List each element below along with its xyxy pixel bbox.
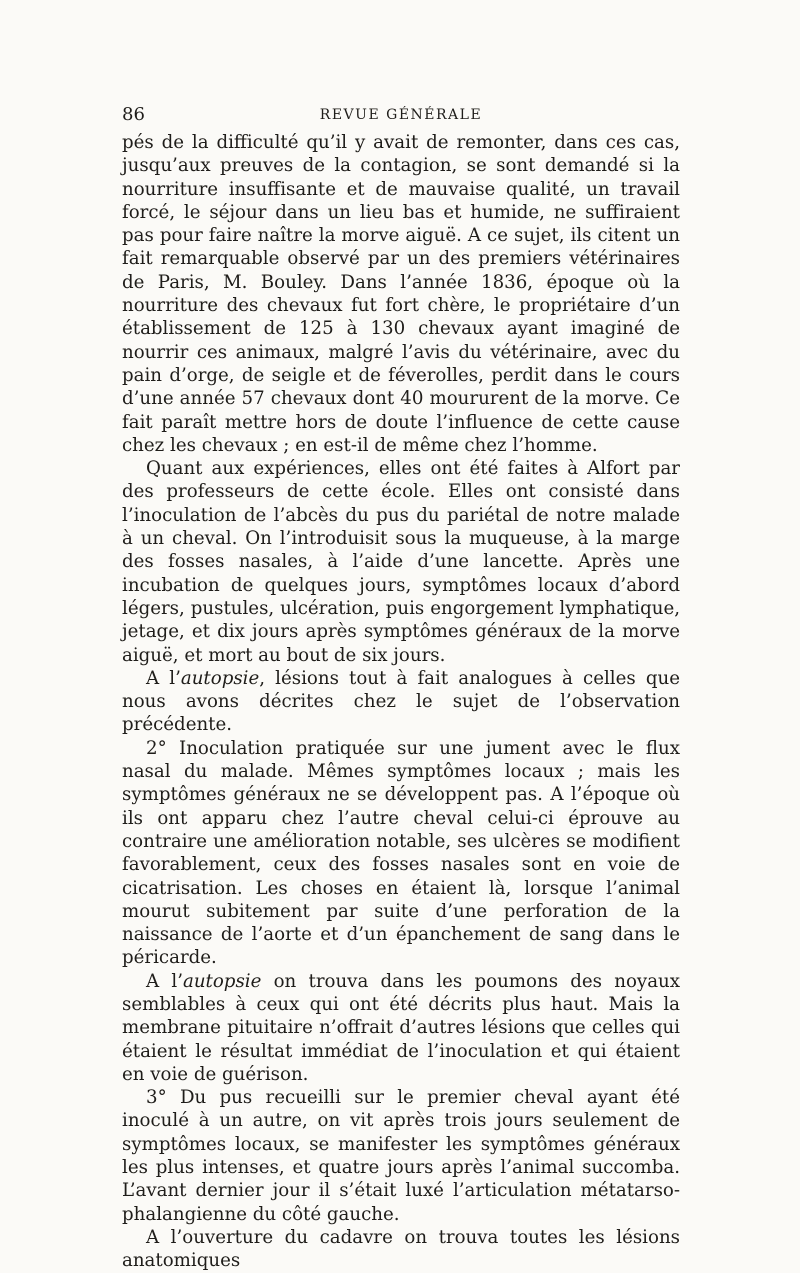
first-autopsy-term: autopsie: [180, 667, 260, 689]
paragraph-cadaver-opening: A l’ouverture du cadavre on trouva toutes les lésions anatomiques: [122, 1226, 680, 1272]
body-text: [122, 131, 680, 1273]
second-autopsy-lead: A l’: [146, 970, 183, 992]
running-title: REVUE GÉNÉRALE: [319, 107, 483, 123]
page-header: [122, 102, 680, 128]
paragraph-experiments: Quant aux expériences, elles ont été faites à Alfort par des professeurs de cette école. Elles ont consisté dans l’inoculation de l’abcès du pus du pariétal de notre malade à un cheval. On l’introduisit sous la muqueuse, à la marge des fosses nasales, à l’aide d’une lancette. Après une incubation de quelques jours, symptômes locaux d’abord légers, pustules, ulcération, puis engorgement lymphatique, jetage, et dix jours après symptômes généraux de la morve aiguë, et mort au bout de six jours.: [122, 458, 680, 666]
paragraph-second-inoculation: 2° Inoculation pratiquée sur une jument avec le flux nasal du malade. Mêmes symptômes locaux ; mais les symptômes généraux ne se développent pas. A l’époque où ils ont apparu chez l’autre cheval celui-ci éprouve au contraire une amélioration notable, ses ulcères se modifient favorablement, ceux des fosses nasales sont en voie de cicatrisation. Les choses en étaient là, lorsque l’animal mourut subitement par suite d’une perforation de la naissance de l’aorte et d’un épanchement de sang dans le péricarde.: [122, 737, 680, 969]
paragraph-first-autopsy: [122, 667, 680, 737]
first-autopsy-text: , lésions tout à fait analogues à celles que nous avons décrites chez le sujet de l’observation précédente.: [122, 667, 680, 736]
paragraph-continuation: pés de la difficulté qu’il y avait de remonter, dans ces cas, jusqu’aux preuves de la contagion, se sont demandé si la nourriture insuffisante et de mauvaise qualité, un travail forcé, le séjour dans un lieu bas et humide, ne suffiraient pas pour faire naître la morve aiguë. A ce sujet, ils citent un fait remarquable observé par un des premiers vétérinaires de Paris, M. Bouley. Dans l’année 1836, époque où la nourriture des chevaux fut fort chère, le propriétaire d’un établissement de 125 à 130 chevaux ayant imaginé de nourrir ces animaux, malgré l’avis du vétérinaire, avec du pain d’orge, de seigle et de féverolles, perdit dans le cours d’une année 57 chevaux dont 40 moururent de la morve. Ce fait paraît mettre hors de doute l’influence de cette cause chez les chevaux ; en est-il de même chez l’homme.: [122, 132, 680, 456]
second-autopsy-term: autopsie: [182, 970, 262, 992]
paragraph-second-autopsy: [122, 970, 680, 1086]
first-autopsy-lead: A l’: [146, 667, 181, 689]
paragraph-third-inoculation: 3° Du pus recueilli sur le premier cheval ayant été inoculé à un autre, on vit après trois jours seulement de symptômes locaux, se manifester les symptômes généraux les plus intenses, et quatre jours après l’animal succomba. L’avant dernier jour il s’était luxé l’articulation métatarso-phalangienne du côté gauche.: [122, 1087, 680, 1225]
second-autopsy-text: on trouva dans les poumons des noyaux semblables à ceux qui ont été décrits plus haut. Mais la membrane pituitaire n’offrait d’autres lésions que celles qui étaient le résultat immédiat de l’inoculation et qui étaient en voie de guérison.: [122, 970, 681, 1085]
page-number: 86: [122, 104, 145, 125]
